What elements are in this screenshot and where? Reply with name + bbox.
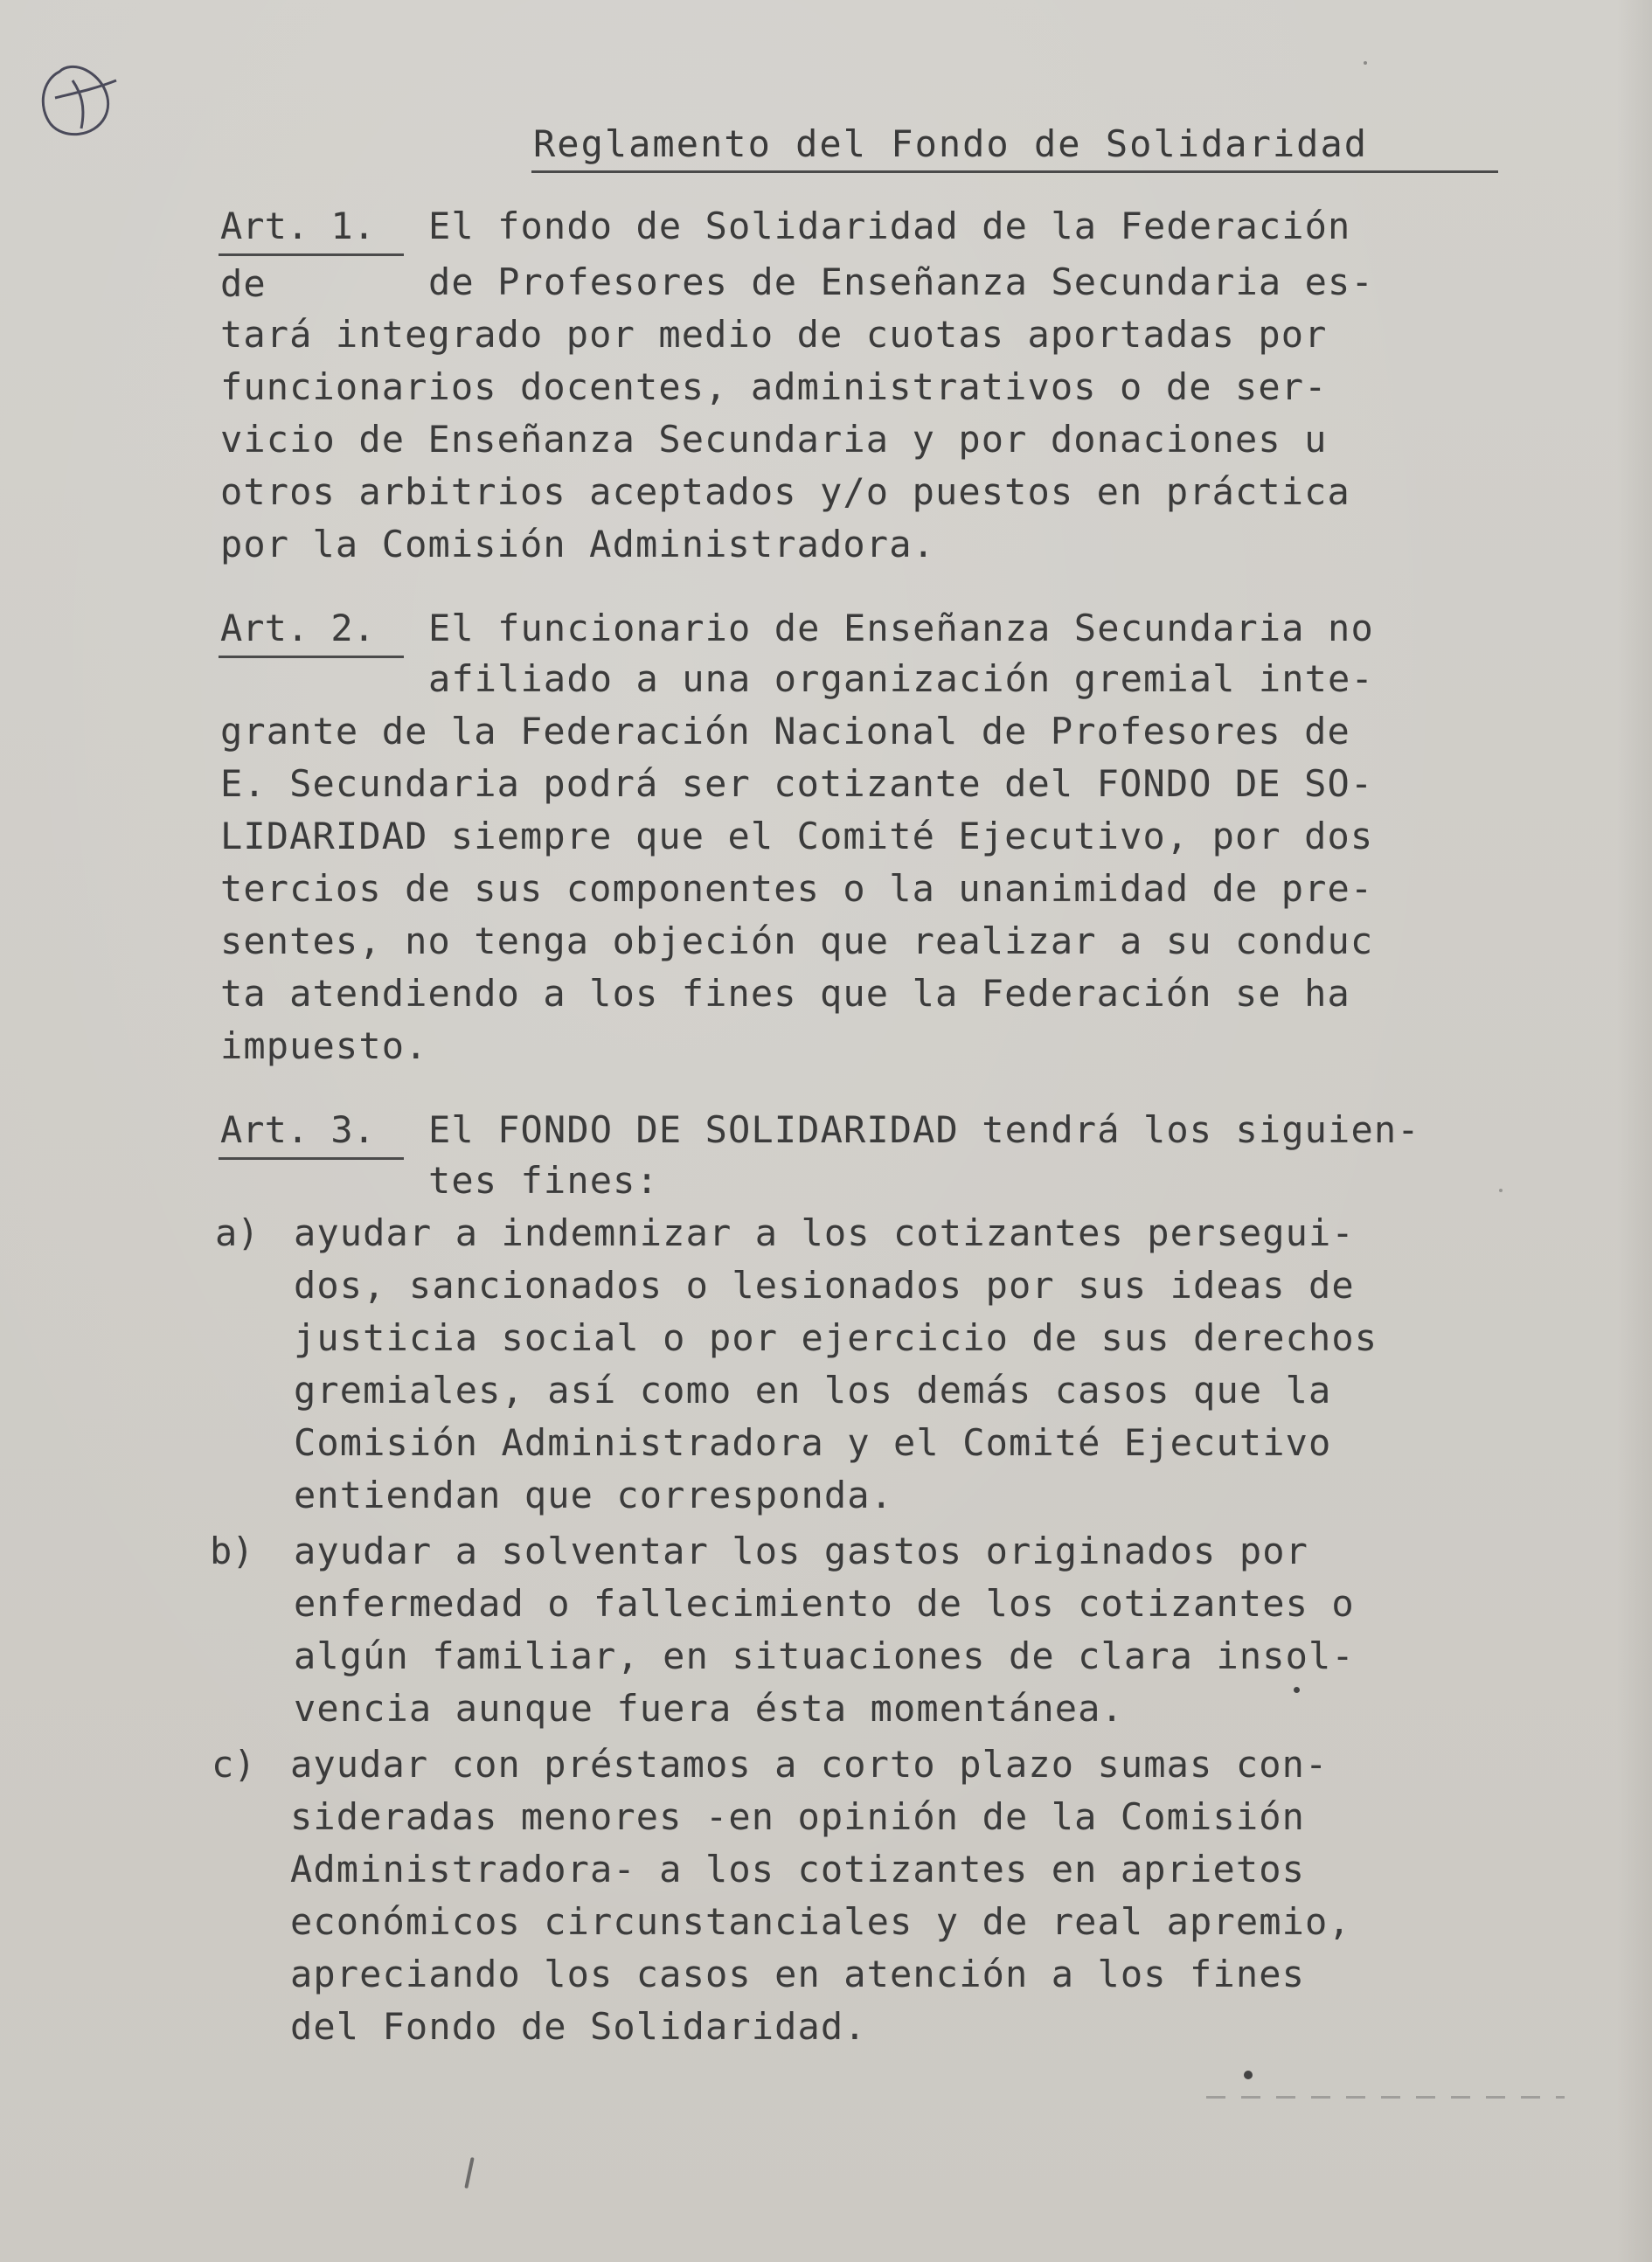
article-2-line: ta atendiendo a los fines que la Federación se ha [220, 972, 1350, 1015]
article-2-label: Art. 2. [220, 607, 376, 649]
article-3-label: Art. 3. [220, 1108, 376, 1151]
article-3-line: El FONDO DE SOLIDARIDAD tendrá los siguien- [428, 1108, 1420, 1151]
dashed-mark [1206, 2096, 1565, 2099]
pencil-tick [464, 2157, 474, 2189]
article-2-line: tercios de sus componentes o la unanimidad de pre- [220, 867, 1374, 910]
ink-speck [1294, 1687, 1300, 1693]
title-underline [531, 170, 1498, 173]
item-a-line: Comisión Administradora y el Comité Ejecutivo [294, 1421, 1332, 1464]
item-b-line: ayudar a solventar los gastos originados por [294, 1530, 1308, 1572]
article-2-underline [219, 656, 404, 658]
item-a-line: gremiales, así como en los demás casos que la [294, 1369, 1332, 1412]
article-1-underline [219, 253, 404, 256]
item-b-line: enfermedad o fallecimiento de los cotizantes o [294, 1582, 1355, 1625]
item-b-line: vencia aunque fuera ésta momentánea. [294, 1687, 1124, 1730]
article-1-line: tará integrado por medio de cuotas aportadas por [220, 313, 1328, 356]
item-c-line: del Fondo de Solidaridad. [290, 2005, 867, 2048]
item-c-line: apreciando los casos en atención a los fines [290, 1953, 1305, 1995]
article-2-line: impuesto. [220, 1024, 428, 1067]
item-a-line: justicia social o por ejercicio de sus derechos [294, 1316, 1378, 1359]
item-a-line: entiendan que corresponda. [294, 1474, 894, 1516]
article-1-line: por la Comisión Administradora. [220, 523, 935, 566]
article-2-line: afiliado a una organización gremial inte- [428, 657, 1374, 700]
item-a-line: dos, sancionados o lesionados por sus ideas de [294, 1264, 1355, 1307]
article-3-line: tes fines: [428, 1159, 659, 1202]
item-a-line: ayudar a indemnizar a los cotizantes persegui- [294, 1211, 1355, 1254]
item-c-line: sideradas menores -en opinión de la Comisión [290, 1795, 1305, 1838]
article-1-line: otros arbitrios aceptados y/o puestos en práctica [220, 470, 1350, 513]
article-2-line: sentes, no tenga objeción que realizar a su conduc [220, 919, 1374, 962]
item-c-line: ayudar con préstamos a corto plazo sumas con- [290, 1743, 1329, 1786]
article-1-line: El fondo de Solidaridad de la Federación [428, 205, 1351, 247]
ink-speck [1244, 2071, 1253, 2079]
item-b-line: algún familiar, en situaciones de clara insol- [294, 1634, 1355, 1677]
article-2-line: El funcionario de Enseñanza Secundaria no [428, 607, 1374, 649]
item-a-label: a) [215, 1211, 260, 1254]
page-edge-shadow [1617, 0, 1652, 2262]
article-2-line: grante de la Federación Nacional de Profesores de [220, 710, 1350, 753]
ink-speck [1364, 61, 1367, 65]
item-c-label: c) [212, 1743, 256, 1786]
handwritten-mark-icon [33, 54, 121, 150]
article-1-line: de Profesores de Enseñanza Secundaria es- [428, 260, 1374, 303]
ink-speck [1499, 1189, 1503, 1192]
article-1-de: de [220, 262, 267, 305]
item-c-line: Administradora- a los cotizantes en aprietos [290, 1848, 1305, 1891]
item-c-line: económicos circunstanciales y de real apremio, [290, 1900, 1351, 1943]
article-1-line: funcionarios docentes, administrativos o de ser- [220, 365, 1328, 408]
article-1-line: vicio de Enseñanza Secundaria y por donaciones u [220, 418, 1328, 461]
article-1-label: Art. 1. [220, 205, 376, 247]
article-3-underline [219, 1157, 404, 1160]
item-b-label: b) [210, 1530, 254, 1572]
document-title: Reglamento del Fondo de Solidaridad [533, 122, 1369, 165]
article-2-line: LIDARIDAD siempre que el Comité Ejecutivo, por dos [220, 815, 1374, 857]
article-2-line: E. Secundaria podrá ser cotizante del FONDO DE SO- [220, 762, 1374, 805]
